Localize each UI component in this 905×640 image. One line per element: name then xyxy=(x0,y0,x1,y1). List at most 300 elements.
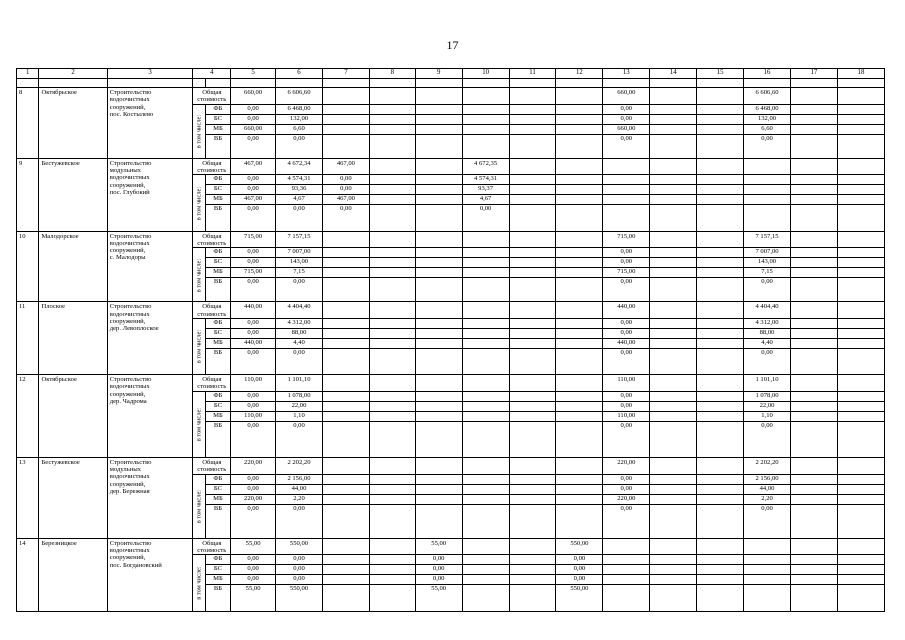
value-cell xyxy=(556,375,603,392)
value-cell: 0,00 xyxy=(556,555,603,565)
value-cell xyxy=(697,494,744,504)
funding-source-code: БС xyxy=(205,258,230,268)
value-cell xyxy=(415,494,462,504)
value-cell: 2 202,20 xyxy=(744,457,791,474)
total-label-line: стоимость xyxy=(197,96,227,104)
total-label-line: Общая xyxy=(202,458,222,466)
value-cell xyxy=(322,538,369,555)
header-cell: 2 xyxy=(39,69,107,79)
value-cell: 0,00 xyxy=(603,421,650,457)
value-cell xyxy=(790,195,837,205)
value-cell xyxy=(790,124,837,134)
value-cell xyxy=(650,278,697,302)
value-cell xyxy=(650,104,697,114)
description-line: водоочистных xyxy=(109,473,150,481)
value-cell: 0,00 xyxy=(231,474,276,484)
value-cell xyxy=(322,268,369,278)
value-cell: 1 101,10 xyxy=(744,375,791,392)
value-cell xyxy=(415,411,462,421)
description-line: Строительство xyxy=(109,89,152,97)
value-cell xyxy=(790,484,837,494)
header-cell: 15 xyxy=(697,69,744,79)
value-cell xyxy=(744,585,791,612)
value-cell xyxy=(322,338,369,348)
total-cost-label xyxy=(193,231,231,248)
settlement-name: Бестужевское xyxy=(39,158,107,231)
spacer-cell xyxy=(415,79,462,88)
value-cell xyxy=(790,585,837,612)
value-cell xyxy=(509,158,556,175)
value-cell xyxy=(415,391,462,401)
value-cell xyxy=(556,114,603,124)
value-cell: 55,00 xyxy=(231,585,276,612)
value-cell xyxy=(556,248,603,258)
header-cell: 5 xyxy=(231,69,276,79)
value-cell: 143,00 xyxy=(744,258,791,268)
value-cell xyxy=(650,494,697,504)
value-cell xyxy=(509,258,556,268)
value-cell xyxy=(837,134,884,158)
value-cell xyxy=(650,375,697,392)
total-cost-label xyxy=(193,457,231,474)
value-cell xyxy=(650,195,697,205)
funding-source-code: БС xyxy=(205,484,230,494)
funding-source-code: МБ xyxy=(205,494,230,504)
value-cell: 0,00 xyxy=(231,104,276,114)
value-cell: 440,00 xyxy=(603,302,650,319)
value-cell: 22,00 xyxy=(276,401,323,411)
value-cell: 0,00 xyxy=(322,205,369,231)
value-cell: 550,00 xyxy=(276,585,323,612)
value-cell xyxy=(650,575,697,585)
value-cell xyxy=(322,114,369,124)
value-cell xyxy=(556,185,603,195)
value-cell xyxy=(509,575,556,585)
value-cell xyxy=(369,258,415,268)
total-label-line: стоимость xyxy=(197,167,227,175)
total-cost-label xyxy=(193,538,231,555)
value-cell xyxy=(790,302,837,319)
description-line: Строительство xyxy=(109,303,152,311)
value-cell xyxy=(790,391,837,401)
value-cell xyxy=(462,258,509,268)
value-cell xyxy=(369,338,415,348)
value-cell xyxy=(322,484,369,494)
total-cost-label xyxy=(193,375,231,392)
value-cell xyxy=(556,401,603,411)
value-cell: 0,00 xyxy=(603,258,650,268)
value-cell xyxy=(650,258,697,268)
value-cell xyxy=(837,538,884,555)
value-cell xyxy=(369,175,415,185)
value-cell xyxy=(697,421,744,457)
including-label-text: в том числе: xyxy=(195,566,203,600)
value-cell xyxy=(837,88,884,105)
including-label-text: в том числе: xyxy=(195,258,203,292)
value-cell xyxy=(322,375,369,392)
value-cell xyxy=(415,158,462,175)
value-cell xyxy=(556,134,603,158)
value-cell: 0,00 xyxy=(231,391,276,401)
value-cell xyxy=(837,484,884,494)
value-cell: 2 156,00 xyxy=(276,474,323,484)
funding-source-code: ВБ xyxy=(205,205,230,231)
value-cell xyxy=(790,114,837,124)
value-cell: 660,00 xyxy=(603,124,650,134)
value-cell xyxy=(744,205,791,231)
value-cell xyxy=(697,538,744,555)
value-cell xyxy=(462,504,509,538)
value-cell: 0,00 xyxy=(231,484,276,494)
value-cell xyxy=(650,504,697,538)
value-cell xyxy=(790,158,837,175)
value-cell xyxy=(650,185,697,195)
value-cell xyxy=(369,328,415,338)
value-cell xyxy=(556,268,603,278)
value-cell xyxy=(369,484,415,494)
value-cell xyxy=(837,302,884,319)
value-cell xyxy=(790,401,837,411)
value-cell: 88,00 xyxy=(276,328,323,338)
value-cell xyxy=(369,134,415,158)
value-cell xyxy=(509,391,556,401)
value-cell xyxy=(837,158,884,175)
header-cell: 13 xyxy=(603,69,650,79)
description-line: пос. Глубокий xyxy=(109,188,150,196)
header-cell: 12 xyxy=(556,69,603,79)
value-cell xyxy=(697,205,744,231)
value-cell: 0,00 xyxy=(231,421,276,457)
project-description xyxy=(107,231,193,302)
value-cell: 0,00 xyxy=(415,555,462,565)
value-cell xyxy=(415,134,462,158)
value-cell xyxy=(556,484,603,494)
value-cell: 0,00 xyxy=(744,421,791,457)
value-cell xyxy=(556,104,603,114)
value-cell xyxy=(509,185,556,195)
value-cell: 467,00 xyxy=(231,158,276,175)
description-line: сооружений, xyxy=(109,181,146,189)
description-line: сооружений, xyxy=(109,480,146,488)
project-description xyxy=(107,302,193,375)
value-cell: 660,00 xyxy=(231,124,276,134)
value-cell xyxy=(650,88,697,105)
value-cell: 0,00 xyxy=(603,248,650,258)
value-cell: 7 007,00 xyxy=(744,248,791,258)
value-cell xyxy=(415,349,462,375)
value-cell xyxy=(509,268,556,278)
value-cell xyxy=(322,278,369,302)
value-cell: 0,00 xyxy=(744,134,791,158)
value-cell xyxy=(837,421,884,457)
value-cell: 220,00 xyxy=(603,457,650,474)
value-cell: 110,00 xyxy=(231,375,276,392)
description-line: модульных xyxy=(109,167,141,175)
value-cell xyxy=(462,565,509,575)
funding-source-code: ФБ xyxy=(205,555,230,565)
value-cell: 0,00 xyxy=(603,484,650,494)
value-cell xyxy=(603,585,650,612)
value-cell xyxy=(556,258,603,268)
value-cell xyxy=(556,457,603,474)
value-cell xyxy=(650,421,697,457)
value-cell xyxy=(369,195,415,205)
value-cell xyxy=(509,88,556,105)
value-cell xyxy=(837,457,884,474)
value-cell xyxy=(322,248,369,258)
funding-source-code: ВБ xyxy=(205,134,230,158)
value-cell xyxy=(322,391,369,401)
value-cell xyxy=(603,575,650,585)
value-cell xyxy=(650,268,697,278)
value-cell xyxy=(509,104,556,114)
value-cell xyxy=(837,494,884,504)
settlement-name: Октябрьское xyxy=(39,375,107,458)
value-cell xyxy=(603,538,650,555)
value-cell xyxy=(509,538,556,555)
value-cell xyxy=(462,328,509,338)
value-cell: 0,00 xyxy=(603,349,650,375)
including-label xyxy=(193,474,205,538)
description-line: Строительство xyxy=(109,232,152,240)
project-description xyxy=(107,457,193,538)
value-cell: 0,00 xyxy=(231,134,276,158)
value-cell xyxy=(697,411,744,421)
including-label-text: в том числе: xyxy=(195,114,203,148)
spacer-cell xyxy=(603,79,650,88)
value-cell xyxy=(322,565,369,575)
value-cell xyxy=(509,175,556,185)
value-cell: 467,00 xyxy=(322,158,369,175)
settlement-name: Плоское xyxy=(39,302,107,375)
header-cell: 3 xyxy=(107,69,193,79)
value-cell xyxy=(650,124,697,134)
value-cell xyxy=(650,248,697,258)
value-cell xyxy=(837,318,884,328)
spacer-cell xyxy=(744,79,791,88)
value-cell xyxy=(790,565,837,575)
value-cell xyxy=(790,538,837,555)
funding-source-code: ВБ xyxy=(205,504,230,538)
funding-source-code: МБ xyxy=(205,195,230,205)
value-cell xyxy=(603,175,650,185)
value-cell xyxy=(462,494,509,504)
funding-source-code: ВБ xyxy=(205,421,230,457)
value-cell: 1,10 xyxy=(276,411,323,421)
description-line: сооружений, xyxy=(109,554,146,562)
value-cell xyxy=(322,104,369,114)
total-cost-label xyxy=(193,302,231,319)
value-cell xyxy=(790,175,837,185)
value-cell xyxy=(509,134,556,158)
value-cell: 0,00 xyxy=(276,278,323,302)
row-number: 8 xyxy=(17,88,39,159)
record-total-row xyxy=(17,158,885,175)
funding-source-code: МБ xyxy=(205,338,230,348)
value-cell xyxy=(650,555,697,565)
value-cell xyxy=(322,302,369,319)
value-cell: 220,00 xyxy=(231,457,276,474)
total-label-line: Общая xyxy=(202,89,222,97)
value-cell xyxy=(509,248,556,258)
value-cell xyxy=(509,338,556,348)
value-cell xyxy=(509,585,556,612)
value-cell xyxy=(556,391,603,401)
value-cell xyxy=(650,328,697,338)
value-cell xyxy=(462,484,509,494)
value-cell xyxy=(462,421,509,457)
value-cell: 0,00 xyxy=(276,555,323,565)
page-number: 17 xyxy=(446,38,459,52)
value-cell xyxy=(462,401,509,411)
header-cell: 11 xyxy=(509,69,556,79)
description-line: сооружений, xyxy=(109,247,146,255)
value-cell xyxy=(415,114,462,124)
spacer-cell xyxy=(276,79,323,88)
value-cell xyxy=(322,575,369,585)
value-cell xyxy=(837,391,884,401)
description-line: Строительство xyxy=(109,458,152,466)
value-cell xyxy=(790,338,837,348)
value-cell xyxy=(509,494,556,504)
value-cell xyxy=(322,328,369,338)
value-cell xyxy=(697,555,744,565)
value-cell xyxy=(369,504,415,538)
value-cell xyxy=(650,538,697,555)
total-cost-label xyxy=(193,88,231,105)
spacer-cell xyxy=(193,79,205,88)
value-cell xyxy=(837,338,884,348)
funding-source-code: МБ xyxy=(205,411,230,421)
value-cell xyxy=(462,124,509,134)
value-cell xyxy=(790,555,837,565)
value-cell: 0,00 xyxy=(744,504,791,538)
funding-source-code: БС xyxy=(205,401,230,411)
value-cell: 0,00 xyxy=(231,175,276,185)
value-cell xyxy=(697,474,744,484)
value-cell xyxy=(415,124,462,134)
value-cell xyxy=(556,411,603,421)
value-cell xyxy=(556,349,603,375)
value-cell: 110,00 xyxy=(603,411,650,421)
total-label-line: стоимость xyxy=(197,239,227,247)
funding-source-code: ФБ xyxy=(205,248,230,258)
value-cell: 0,00 xyxy=(231,349,276,375)
value-cell xyxy=(509,114,556,124)
row-number: 11 xyxy=(17,302,39,375)
value-cell xyxy=(790,494,837,504)
value-cell xyxy=(369,124,415,134)
value-cell xyxy=(322,457,369,474)
funding-source-code: МБ xyxy=(205,575,230,585)
value-cell: 0,00 xyxy=(415,565,462,575)
value-cell xyxy=(556,318,603,328)
value-cell: 0,00 xyxy=(231,278,276,302)
value-cell: 0,00 xyxy=(231,248,276,258)
value-cell xyxy=(697,504,744,538)
header-row xyxy=(17,69,885,79)
total-label-line: стоимость xyxy=(197,547,227,554)
record-total-row xyxy=(17,538,885,555)
value-cell: 4 574,31 xyxy=(462,175,509,185)
value-cell: 0,00 xyxy=(231,114,276,124)
value-cell: 1 101,10 xyxy=(276,375,323,392)
value-cell xyxy=(556,504,603,538)
value-cell xyxy=(509,328,556,338)
funding-source-code: ФБ xyxy=(205,318,230,328)
value-cell xyxy=(790,318,837,328)
value-cell xyxy=(697,401,744,411)
description-line: модульных xyxy=(109,466,141,474)
value-cell xyxy=(322,318,369,328)
value-cell xyxy=(415,328,462,338)
value-cell xyxy=(790,268,837,278)
including-label xyxy=(193,318,205,374)
value-cell xyxy=(369,158,415,175)
header-spacer-row xyxy=(17,79,885,88)
description-line: дер. Бережная xyxy=(109,487,150,495)
value-cell xyxy=(790,185,837,195)
value-cell: 715,00 xyxy=(231,231,276,248)
value-cell: 0,00 xyxy=(603,134,650,158)
value-cell xyxy=(509,124,556,134)
value-cell xyxy=(462,302,509,319)
value-cell: 0,00 xyxy=(603,474,650,484)
value-cell xyxy=(837,124,884,134)
funding-source-code: БС xyxy=(205,114,230,124)
value-cell: 88,00 xyxy=(744,328,791,338)
value-cell xyxy=(369,231,415,248)
value-cell xyxy=(837,349,884,375)
value-cell xyxy=(697,278,744,302)
value-cell: 0,00 xyxy=(462,205,509,231)
value-cell: 4,67 xyxy=(462,195,509,205)
value-cell xyxy=(697,391,744,401)
value-cell xyxy=(462,88,509,105)
spacer-cell xyxy=(837,79,884,88)
project-description xyxy=(107,538,193,611)
value-cell xyxy=(415,205,462,231)
project-description xyxy=(107,158,193,231)
header-cell: 18 xyxy=(837,69,884,79)
value-cell xyxy=(650,349,697,375)
value-cell xyxy=(697,375,744,392)
funding-source-code: ФБ xyxy=(205,474,230,484)
value-cell xyxy=(744,555,791,565)
value-cell xyxy=(697,185,744,195)
value-cell xyxy=(415,175,462,185)
value-cell xyxy=(415,421,462,457)
value-cell xyxy=(790,134,837,158)
value-cell xyxy=(837,258,884,268)
value-cell xyxy=(603,158,650,175)
value-cell xyxy=(415,302,462,319)
value-cell xyxy=(322,124,369,134)
value-cell: 0,00 xyxy=(231,185,276,195)
value-cell: 715,00 xyxy=(603,231,650,248)
including-label xyxy=(193,555,205,612)
including-label-text: в том числе: xyxy=(195,407,203,441)
total-label-line: Общая xyxy=(202,159,222,167)
project-description xyxy=(107,88,193,159)
row-number: 12 xyxy=(17,375,39,458)
value-cell: 0,00 xyxy=(556,575,603,585)
value-cell xyxy=(650,318,697,328)
value-cell xyxy=(603,185,650,195)
value-cell: 0,00 xyxy=(603,278,650,302)
value-cell xyxy=(556,175,603,185)
value-cell xyxy=(603,205,650,231)
